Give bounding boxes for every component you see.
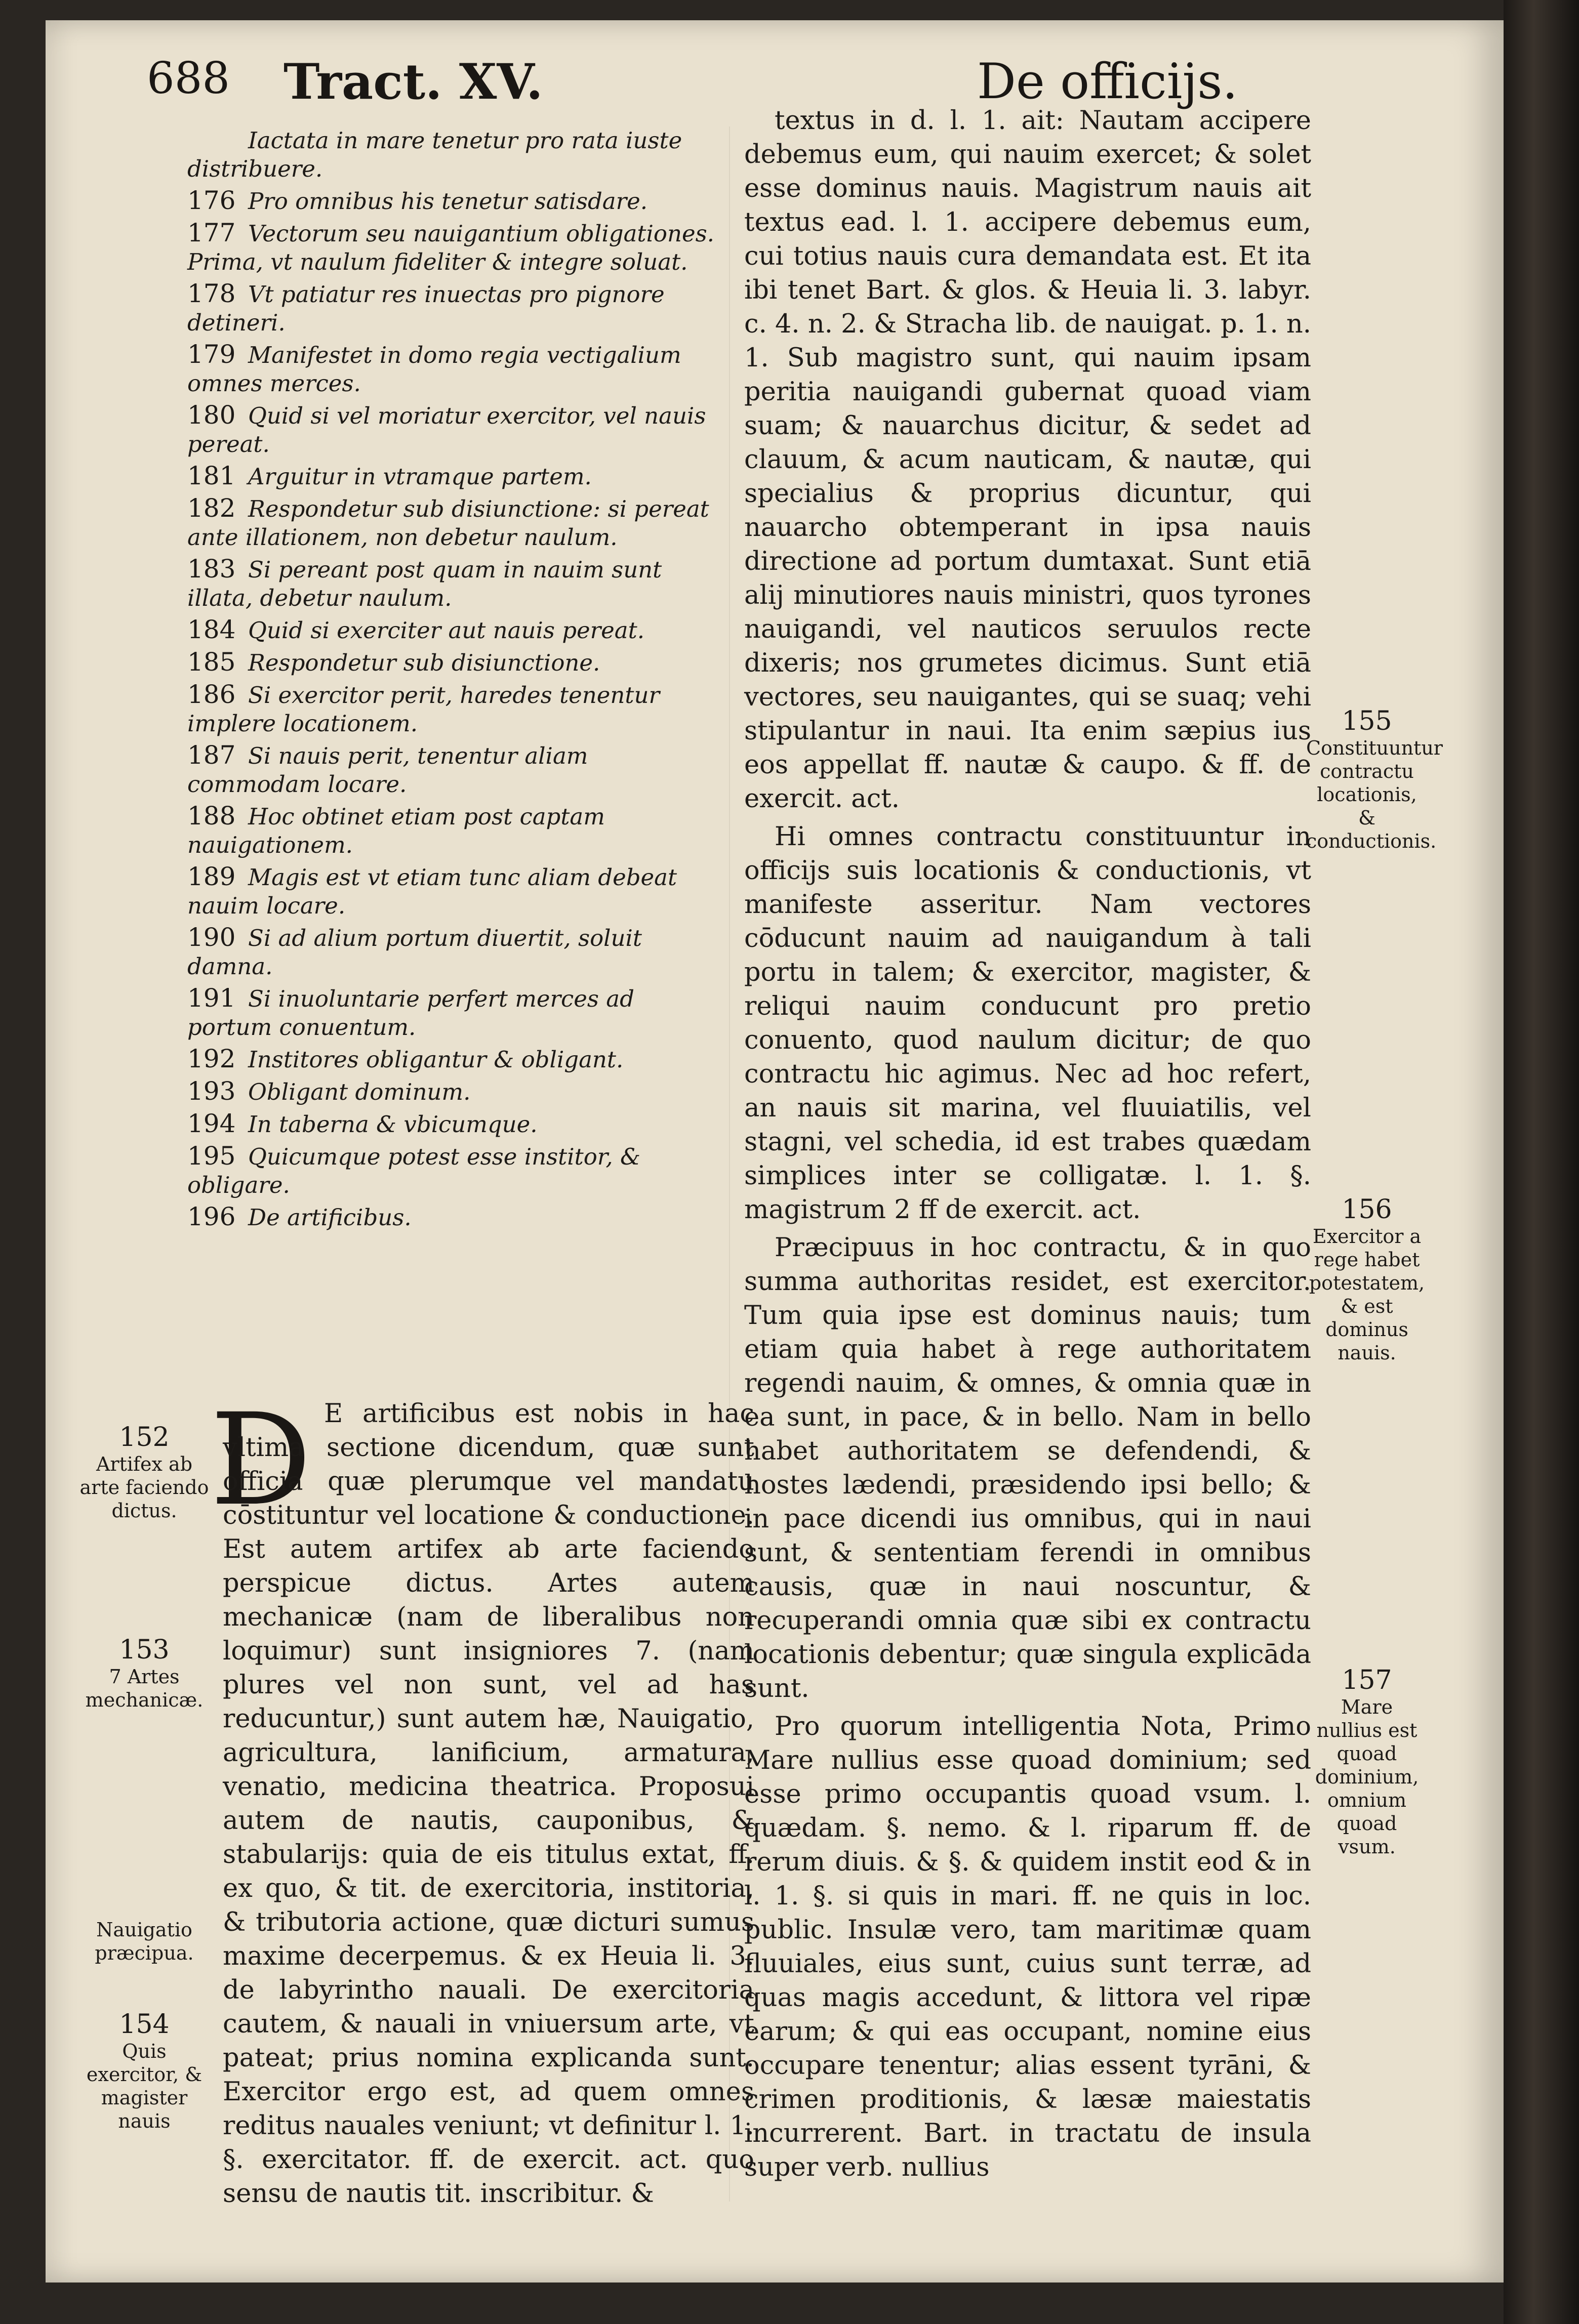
summary-item: 182 Respondetur sub disiunctione: si pereat ante illationem, non debetur naulum. bbox=[187, 493, 709, 551]
margin-note-155: 155 Constituuntur contractu locationis, & conductionis. bbox=[1306, 706, 1443, 852]
right-column-text bbox=[744, 104, 1311, 2189]
summary-item: 185 Respondetur sub disiunctione. bbox=[187, 647, 600, 677]
summary-item: 183 Si pereant post quam in nauim sunt illata, debetur naulum. bbox=[187, 554, 662, 611]
left-paragraph: E artificibus est nobis in hac vltima sectione dicendum, quæ sunt officia quæ plerumque vel mandatu cōstituntur vel locatione & conductione. Est autem artifex ab arte faciendo perspicue dictus. Artes autem mechanicæ (nam de liberalibus non loquimur) sunt insigniores 7. (nam plures vel non sunt, vel ad has reducuntur,) sunt autem hæ, Nauigatio, agricultura, lanificium, armatura, venatio, medicina theatrica. Proposui autem de nautis, cauponibus, & stabularijs: quia de eis titulus extat, ff. ex quo, & tit. de exercitoria, institoria, & tributoria actione, quæ dicturi sumus maxime decerpemus. & ex Heuia li. 3. de labyrintho nauali. De exercitoria cautem, & nauali in vniuersum arte, vt pateat; prius nomina explicanda sunt. Exercitor ergo est, ad quem omnes reditus nauales veniunt; vt definitur l. 1. §. exercitator. ff. de exercit. act. quo sensu de nautis tit. inscribitur. & bbox=[223, 1399, 754, 2209]
running-head: Tract. XV. bbox=[284, 53, 543, 110]
book-binding-edge bbox=[1504, 0, 1579, 2324]
margin-note-156: 156 Exercitor a rege habet potestatem, & est dominus nauis. bbox=[1309, 1194, 1425, 1364]
running-head-right: De officijs. bbox=[977, 53, 1238, 110]
margin-note-157: 157 Mare nullius est quoad dominium, omnium quoad vsum. bbox=[1315, 1665, 1419, 1858]
right-paragraph: Præcipuus in hoc contractu, & in quo summa authoritas residet, est exercitor. Tum quia ipse est dominus nauis; tum etiam quia habet à rege authoritatem regendi nauim, & omnes, & omnia quæ in ea sunt, in pace, & in bello. Nam in bello habet authoritatem se defendendi, & hostes lædendi, præsidendo ipsi bello; & in pace dicendi ius omnibus, qui in naui sunt, & sententiam ferendi in omnibus causis, quæ in naui noscuntur, & recuperandi omnia quæ sibi ex contractu locationis debentur; quæ singula explicāda sunt. bbox=[744, 1233, 1311, 1704]
summary-item: 195 Quicumque potest esse institor, & obligare. bbox=[187, 1141, 641, 1198]
summary-item: 179 Manifestet in domo regia vectigalium omnes merces. bbox=[187, 340, 681, 397]
margin-note-153: 153 7 Artes mechanicæ. bbox=[85, 1635, 204, 1711]
margin-note-navigatio: Nauigatio præcipua. bbox=[95, 1919, 194, 1964]
right-paragraph: Pro quorum intelligentia Nota, Primo Mare nullius esse quoad dominium; sed esse primo occupantis quoad vsum. l. quædam. §. nemo. & l. riparum ff. de rerum diuis. & §. & quidem instit eod & in l. 1. §. si quis in mari. ff. ne quis in loc. public. Insulæ vero, tam maritimæ quam fluuiales, eius sunt, cuius sunt terræ, ad quas magis accedunt, & littora vel ripæ earum; & qui eas occupant, nomine eius occupare tenentur; alias essent tyrāni, & crimen proditionis, & læsæ maiestatis incurrerent. Bart. in tractatu de insula super verb. nullius bbox=[744, 1712, 1311, 2182]
margin-note-152: 152 Artifex ab arte faciendo dictus. bbox=[79, 1422, 209, 1522]
summary-item: 196 De artificibus. bbox=[187, 1202, 412, 1231]
summary-item: 180 Quid si vel moriatur exercitor, vel nauis pereat. bbox=[187, 400, 706, 458]
summary-item: 190 Si ad alium portum diuertit, soluit damna. bbox=[187, 923, 642, 980]
summary-item: 177 Vectorum seu nauigantium obligationes. Prima, vt naulum fideliter & integre soluat. bbox=[187, 218, 714, 275]
summary-item: 176 Pro omnibus his tenetur satisdare. bbox=[187, 186, 648, 215]
summary-item: 191 Si inuoluntarie perfert merces ad portum conuentum. bbox=[187, 983, 634, 1041]
margin-note-154: 154 Quis exercitor, & magister nauis bbox=[86, 2009, 203, 2132]
right-paragraph: Hi omnes contractu constituuntur in officijs suis locationis & conductionis, vt manifeste asseritur. Nam vectores cōducunt nauim ad nauigandum à tali portu in talem; & exercitor, magister, & reliqui nauim conducunt pro pretio conuento, quod naulum dicitur; de quo contractu hic agimus. Nec ad hoc refert, an nauis sit marina, vel fluuiatilis, vel stagni, vel schedia, id est trabes quædam simplices inter se colligatæ. l. 1. §. magistrum 2 ff de exercit. act. bbox=[744, 822, 1311, 1225]
summary-item: 192 Institores obligantur & obligant. bbox=[187, 1044, 624, 1073]
summary-item: 188 Hoc obtinet etiam post captam nauigationem. bbox=[187, 801, 605, 858]
summary-item: 187 Si nauis perit, tenentur aliam commodam locare. bbox=[187, 740, 588, 798]
summary-item: 186 Si exercitor perit, haredes tenentur implere locationem. bbox=[187, 680, 660, 737]
drop-cap: D bbox=[210, 1386, 312, 1533]
right-paragraph: textus in d. l. 1. ait: Nautam accipere debemus eum, qui nauim exercet; & solet esse dominus nauis. Magistrum nauis ait textus ead. l. 1. accipere debemus eum, cui totius nauis cura demandata est. Et ita ibi tenet Bart. & glos. & Heuia li. 3. labyr. c. 4. n. 2. & Stracha lib. de nauigat. p. 1. n. 1. Sub magistro sunt, qui nauim ipsam peritia nauigandi gubernat quoad viam suam; & nauarchus dicitur, & sedet ad clauum, & acum nauticam, & nautæ, qui specialius & proprius dicuntur, qui nauarcho obtemperant in ipsa nauis directione ad portum dumtaxat. Sunt etiā alij minutiores nauis ministri, quos tyrones nauigandi, vel nauticos seruulos recte dixeris; nos grumetes dicimus. Sunt etiā vectores, seu nauigantes, qui se suaq; vehi stipulantur in naui. Ita enim sæpius ius eos appellat ff. nautæ & caupo. & ff. de exercit. act. bbox=[744, 106, 1311, 814]
left-column-text bbox=[223, 1397, 754, 2209]
summary-item: 178 Vt patiatur res inuectas pro pignore detineri. bbox=[187, 279, 665, 336]
summary-item: 189 Magis est vt etiam tunc aliam debeat nauim locare. bbox=[187, 862, 677, 919]
summary-item: Iactata in mare tenetur pro rata iuste distribuere. bbox=[187, 127, 682, 182]
summary-item: 181 Arguitur in vtramque partem. bbox=[187, 461, 592, 490]
summary-item: 184 Quid si exerciter aut nauis pereat. bbox=[187, 615, 645, 644]
summary-list bbox=[187, 127, 724, 1351]
summary-item: 193 Obligant dominum. bbox=[187, 1076, 471, 1106]
summary-item: 194 In taberna & vbicumque. bbox=[187, 1109, 538, 1138]
page-number: 688 bbox=[147, 53, 230, 104]
